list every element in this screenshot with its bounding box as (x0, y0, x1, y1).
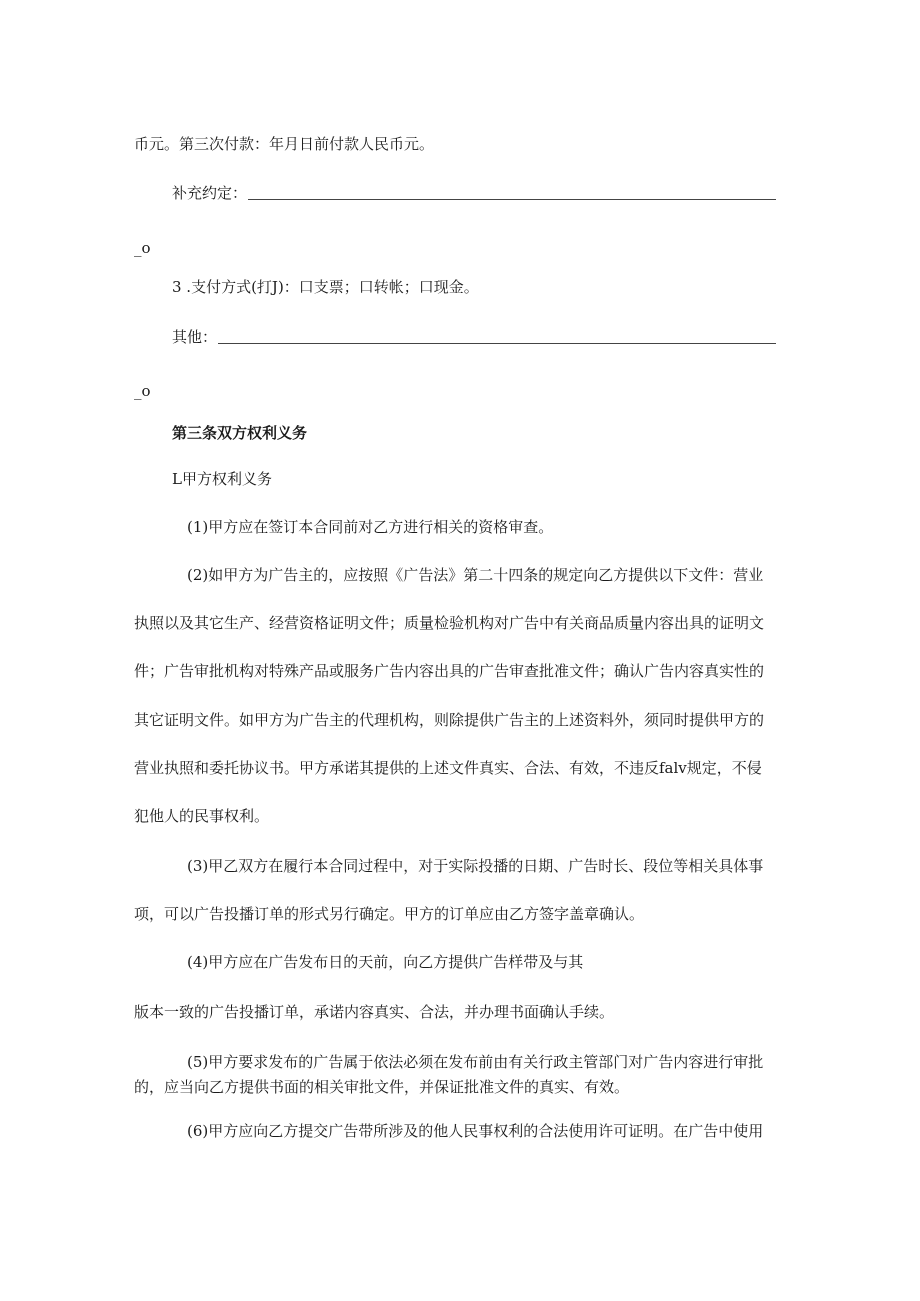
clause-5-line: (5)甲方要求发布的广告属于依法必须在发布前由有关行政主管部门对广告内容进行审批 (187, 1053, 764, 1071)
clause-2-line: 其它证明文件。如甲方为广告主的代理机构，则除提供广告主的上述资料外，须同时提供甲方的 (134, 711, 765, 729)
article-heading: 第三条双方权利义务 (172, 424, 308, 442)
clause-2-line: 件；广告审批机构对特殊产品或服务广告内容出具的广告审查批准文件；确认广告内容真实性的 (134, 662, 765, 680)
clause-3-line: (3)甲乙双方在履行本合同过程中，对于实际投播的日期、广告时长、段位等相关具体事 (187, 857, 764, 875)
blank-end-mark: _o (134, 382, 151, 400)
payment-line: 币元。第三次付款：年月日前付款人民币元。 (134, 135, 435, 153)
blank-end-mark: _o (134, 239, 151, 257)
payment-method-line: 3 .支付方式(打J)：口支票；口转帐；口现金。 (172, 278, 479, 296)
section-heading: L甲方权利义务 (172, 470, 272, 488)
clause-4-line: 版本一致的广告投播订单，承诺内容真实、合法，并办理书面确认手续。 (134, 1003, 615, 1021)
clause-4-line: (4)甲方应在广告发布日的天前，向乙方提供广告样带及与其 (187, 953, 584, 971)
clause-3-line: 项，可以广告投播订单的形式另行确定。甲方的订单应由乙方签字盖章确认。 (134, 905, 645, 923)
clause-2-line: 执照以及其它生产、经营资格证明文件；质量检验机构对广告中有关商品质量内容出具的证明文 (134, 614, 765, 632)
clause-2-line: 营业执照和委托协议书。甲方承诺其提供的上述文件真实、合法、有效，不违反falv规定，不侵 (134, 759, 762, 777)
clause-2-line: 犯他人的民事权利。 (134, 807, 270, 825)
supplement-blank (248, 199, 776, 200)
other-label: 其他： (172, 328, 218, 346)
clause-1: (1)甲方应在签订本合同前对乙方进行相关的资格审查。 (187, 518, 554, 536)
clause-5-line: 的，应当向乙方提供书面的相关审批文件，并保证批准文件的真实、有效。 (134, 1078, 630, 1096)
other-blank (218, 343, 776, 344)
clause-2-line: (2)如甲方为广告主的，应按照《广告法》第二十四条的规定向乙方提供以下文件：营业 (187, 566, 764, 584)
supplement-label: 补充约定： (172, 184, 248, 202)
clause-6-line: (6)甲方应向乙方提交广告带所涉及的他人民事权利的合法使用许可证明。在广告中使用 (187, 1122, 764, 1140)
